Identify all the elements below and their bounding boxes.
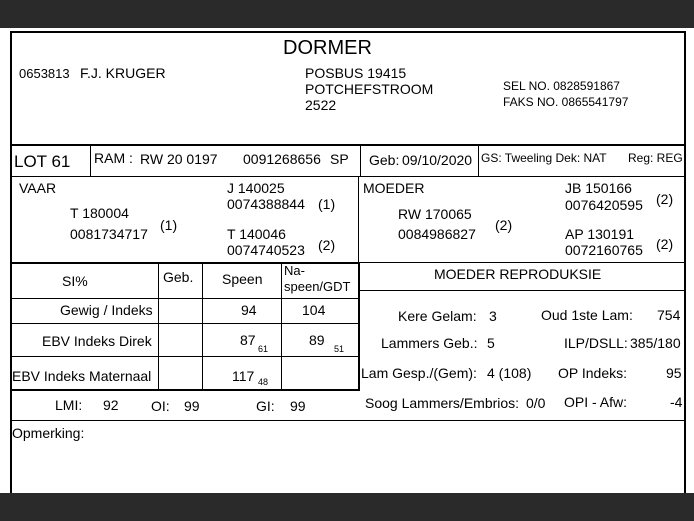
row-gewig-label: Gewig / Indeks — [60, 302, 153, 318]
opi-label: OPI - Afw: — [564, 394, 628, 410]
si-table-bottom — [10, 389, 360, 391]
si-header: SI% — [62, 273, 88, 289]
ram-divider — [360, 145, 361, 176]
reg-info: Reg: REG — [628, 151, 683, 165]
dob-label: Geb: — [369, 152, 400, 168]
dam-sire-id: JB 150166 — [565, 180, 632, 196]
dam-mark: (2) — [495, 217, 513, 233]
op-value: 95 — [666, 365, 682, 381]
sire-dam-id: T 140046 — [227, 226, 286, 242]
si-row1-bottom — [10, 323, 360, 324]
sire-dam-mark: (2) — [318, 237, 336, 253]
lammers-value: 5 — [487, 335, 495, 351]
row-maternaal-speen-sub: 48 — [258, 377, 269, 387]
lmi-value: 92 — [103, 397, 119, 413]
ram-label: RAM : — [94, 150, 133, 166]
row-direk-label: EBV Indeks Direk — [42, 333, 152, 349]
ram-reg-number: 0091268656 — [243, 151, 321, 167]
sire-sire-mark: (1) — [318, 196, 336, 212]
page-title: DORMER — [283, 37, 372, 59]
row-maternaal-speen: 117 — [232, 368, 255, 384]
oi-value: 99 — [184, 398, 200, 414]
sire-label: VAAR — [19, 180, 57, 196]
dam-label: MOEDER — [363, 180, 425, 196]
speen-header: Speen — [222, 271, 263, 287]
dam-dam-mark: (2) — [656, 236, 674, 252]
opi-value: -4 — [670, 394, 683, 410]
seller-id: 0653813 — [19, 66, 70, 81]
repro-title: MOEDER REPRODUKSIE — [434, 266, 602, 282]
si-col-speen-left — [202, 262, 203, 389]
sire-sire-id: J 140025 — [227, 180, 285, 196]
phone-number: SEL NO. 0828591867 — [503, 79, 620, 93]
ilp-label: ILP/DSLL: — [564, 335, 628, 351]
sire-dam-reg: 0074740523 — [227, 242, 305, 258]
row-gewig-speen: 94 — [241, 302, 257, 318]
soog-label: Soog Lammers/Embrios: — [365, 395, 520, 411]
repro-top — [358, 262, 686, 263]
frame-top — [10, 31, 686, 33]
row-direk-speen-sub: 61 — [258, 344, 269, 354]
header-divider — [10, 144, 686, 146]
row-direk-naspeen: 89 — [309, 332, 325, 348]
ilp-value: 385/180 — [630, 335, 681, 351]
fax-number: FAKS NO. 0865541797 — [503, 95, 629, 109]
si-header-bottom — [10, 298, 360, 299]
ram-grade: SP — [330, 151, 349, 167]
seller-name: F.J. KRUGER — [80, 65, 166, 81]
sire-id: T 180004 — [70, 205, 129, 221]
dob-divider — [478, 145, 479, 176]
gs-info: GS: Tweeling Dek: NAT — [481, 151, 607, 165]
gi-label: GI: — [256, 398, 275, 414]
naspeen-header-line2: speen/GDT — [284, 279, 351, 294]
gi-value: 99 — [290, 398, 306, 414]
kere-label: Kere Gelam: — [398, 308, 477, 324]
si-col-naspeen-left — [281, 262, 282, 389]
naspeen-header-line1: Na- — [284, 263, 305, 278]
si-table-right — [358, 262, 360, 391]
lot-row-bottom — [10, 176, 686, 177]
ram-id: RW 20 0197 — [140, 151, 218, 167]
lot-card — [0, 28, 694, 493]
dob-value: 09/10/2020 — [402, 152, 473, 168]
dam-sire-mark: (2) — [656, 191, 674, 207]
gesp-value: 4 (108) — [487, 365, 532, 381]
dam-dam-id: AP 130191 — [565, 226, 635, 242]
oud-label: Oud 1ste Lam: — [541, 307, 633, 323]
op-label: OP Indeks: — [558, 365, 628, 381]
row-gewig-naspeen: 104 — [302, 302, 326, 318]
sire-mark: (1) — [160, 217, 178, 233]
oud-value: 754 — [657, 307, 681, 323]
row-direk-speen: 87 — [240, 332, 256, 348]
soog-value: 0/0 — [526, 395, 546, 411]
remarks-top — [10, 420, 686, 421]
pedigree-divider — [358, 176, 359, 262]
lot-number: LOT 61 — [14, 152, 71, 171]
dam-sire-reg: 0076420595 — [565, 197, 643, 213]
address-line-3: 2522 — [305, 97, 337, 113]
remarks-label: Opmerking: — [12, 425, 85, 441]
gesp-label: Lam Gesp./(Gem): — [361, 365, 477, 381]
si-table-top — [10, 262, 360, 264]
geb-header: Geb. — [163, 269, 194, 285]
address-line-1: POSBUS 19415 — [305, 65, 407, 81]
address-line-2: POTCHEFSTROOM — [305, 81, 434, 97]
repro-title-bottom — [358, 290, 686, 291]
sire-sire-reg: 0074388844 — [227, 196, 305, 212]
sire-reg: 0081734717 — [70, 226, 148, 242]
dam-id: RW 170065 — [398, 206, 472, 222]
bottom-strip — [0, 493, 694, 521]
lammers-label: Lammers Geb.: — [381, 335, 478, 351]
dam-dam-reg: 0072160765 — [565, 242, 643, 258]
row-maternaal-label: EBV Indeks Maternaal — [12, 368, 152, 384]
si-row2-bottom — [10, 356, 360, 357]
si-col-geb-left — [158, 262, 159, 389]
lot-divider — [90, 145, 91, 176]
lmi-label: LMI: — [55, 397, 83, 413]
dam-reg: 0084986827 — [398, 226, 476, 242]
oi-label: OI: — [151, 398, 170, 414]
row-direk-naspeen-sub: 51 — [334, 344, 345, 354]
kere-value: 3 — [489, 308, 497, 324]
